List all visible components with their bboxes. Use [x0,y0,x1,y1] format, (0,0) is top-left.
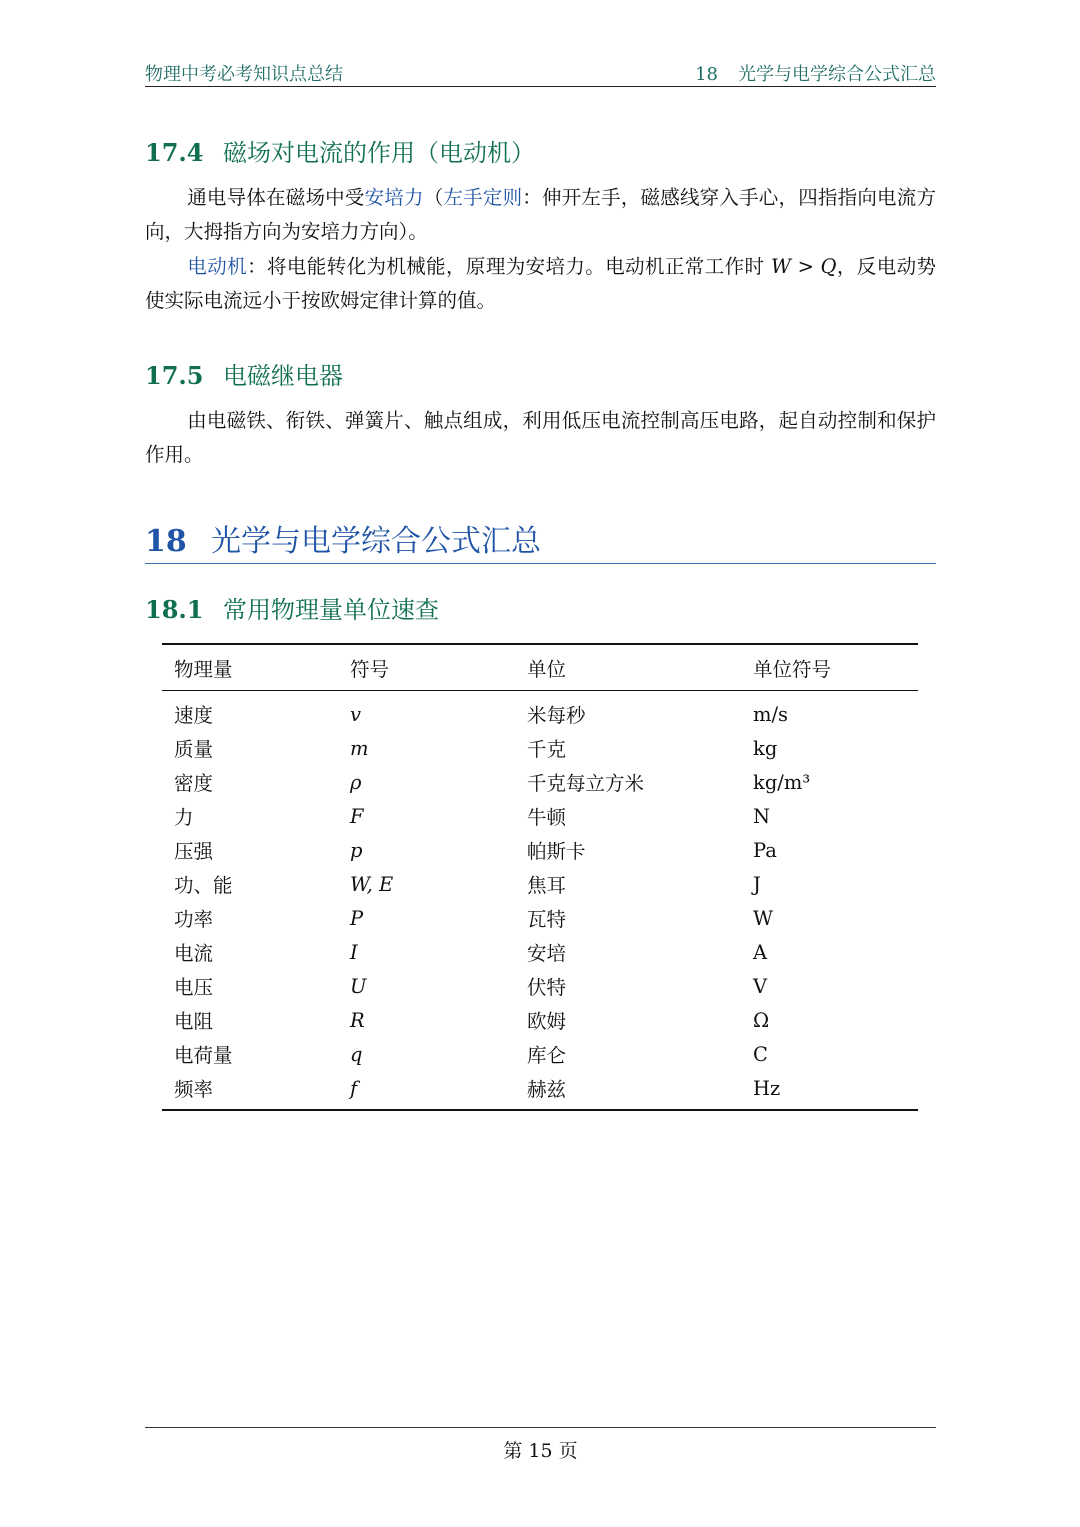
cell-symbol: q [350,1042,363,1066]
cell-quantity: 电阻 [174,1010,214,1033]
table-header-row [162,644,918,691]
cell-unit: 欧姆 [527,1010,567,1033]
table-row [162,731,918,765]
paragraph-motor [145,250,936,318]
cell-unit-symbol: V [753,974,768,998]
table-row [162,799,918,833]
cell-symbol: R [350,1008,365,1032]
cell-quantity: 电流 [174,942,214,965]
section-title: 常用物理量单位速查 [223,596,439,624]
paragraph-relay [145,404,936,472]
cell-symbol: v [350,702,362,726]
text: 通电导体在磁场中受 [187,186,365,209]
cell-unit-symbol: kg [753,736,778,760]
cell-unit: 千克每立方米 [527,772,645,795]
cell-unit-symbol: W [753,906,774,930]
cell-symbol: U [350,974,367,998]
section-number: 18.1 [145,595,204,624]
term-ampere-force: 安培力 [364,186,424,209]
cell-quantity: 质量 [174,738,214,761]
table-row [162,901,918,935]
cell-unit: 米每秒 [527,704,586,727]
section-title: 电磁继电器 [223,362,343,390]
header-symbol: 符号 [350,657,390,681]
chapter-number: 18 [145,524,187,559]
cell-unit: 千克 [527,738,567,761]
cell-symbol: W, E [350,872,394,896]
header-quantity: 物理量 [174,657,233,681]
header-unit: 单位 [527,657,567,681]
cell-symbol: ρ [350,770,362,794]
header-doc-title: 物理中考必考知识点总结 [145,64,343,85]
cell-symbol: m [350,736,369,760]
cell-unit-symbol: A [753,940,768,964]
text: ，反电动势使实际电流远小于按欧姆定律计算的值。 [145,255,936,312]
cell-unit: 库仑 [527,1044,567,1067]
cell-quantity: 功、能 [174,874,233,897]
cell-unit: 焦耳 [527,874,567,897]
table-row [162,1003,918,1037]
cell-quantity: 力 [174,806,194,829]
cell-unit: 伏特 [527,976,567,999]
cell-unit: 赫兹 [527,1078,567,1101]
chapter-18-heading [145,516,936,564]
cell-unit: 牛顿 [527,806,567,829]
table-row [162,1071,918,1110]
cell-symbol: f [350,1076,358,1100]
cell-unit-symbol: J [753,872,761,896]
cell-symbol: p [350,838,363,862]
header-chapter-title: 光学与电学综合公式汇总 [738,64,936,85]
page-header [145,56,936,87]
section-number: 17.5 [145,361,204,390]
cell-unit: 瓦特 [527,908,567,931]
cell-unit-symbol: C [753,1042,768,1066]
cell-quantity: 电荷量 [174,1044,233,1067]
paragraph-ampere-force [145,181,936,249]
cell-quantity: 功率 [174,908,214,931]
text: （ [423,186,444,209]
table-row [162,691,918,732]
term-motor: 电动机 [187,255,248,278]
page-footer [145,1427,936,1463]
section-17-5-heading [145,356,343,391]
cell-unit-symbol: kg/m³ [753,770,811,794]
text: ：伸开左手，磁感线穿入手心，四指指向电流方向，大拇指方向为安培力方向）。 [145,186,936,243]
header-unit-symbol: 单位符号 [753,657,832,681]
cell-unit: 帕斯卡 [527,840,586,863]
table-row [162,1037,918,1071]
text: ：将电能转化为机械能，原理为安培力。电动机正常工作时 [247,255,771,278]
cell-unit: 安培 [527,942,567,965]
table-row [162,867,918,901]
section-17-4-heading [145,133,535,168]
term-left-hand-rule: 左手定则 [443,186,523,209]
table-row [162,935,918,969]
section-number: 17.4 [145,138,204,167]
cell-unit-symbol: m/s [753,702,789,726]
cell-symbol: P [350,906,364,930]
cell-unit-symbol: Ω [753,1008,770,1032]
page-number: 第 15 页 [503,1440,578,1462]
header-chapter-number: 18 [695,64,718,85]
chapter-title: 光学与电学综合公式汇总 [211,524,541,559]
table-row [162,969,918,1003]
cell-quantity: 密度 [174,772,214,795]
cell-quantity: 频率 [174,1078,214,1101]
units-table [162,643,918,1111]
cell-quantity: 速度 [174,704,214,727]
section-title: 磁场对电流的作用（电动机） [223,139,535,167]
table-row [162,765,918,799]
table-row [162,833,918,867]
text: 由电磁铁、衔铁、弹簧片、触点组成，利用低压电流控制高压电路，起自动控制和保护作用。 [145,409,936,466]
header-chapter [695,60,936,86]
cell-quantity: 压强 [174,840,214,863]
section-18-1-heading [145,590,439,625]
cell-symbol: F [350,804,364,828]
cell-unit-symbol: Pa [753,838,777,862]
math-inequality: W > Q [770,255,837,278]
cell-unit-symbol: Hz [753,1076,781,1100]
cell-unit-symbol: N [753,804,771,828]
cell-quantity: 电压 [174,976,214,999]
cell-symbol: I [350,940,358,964]
